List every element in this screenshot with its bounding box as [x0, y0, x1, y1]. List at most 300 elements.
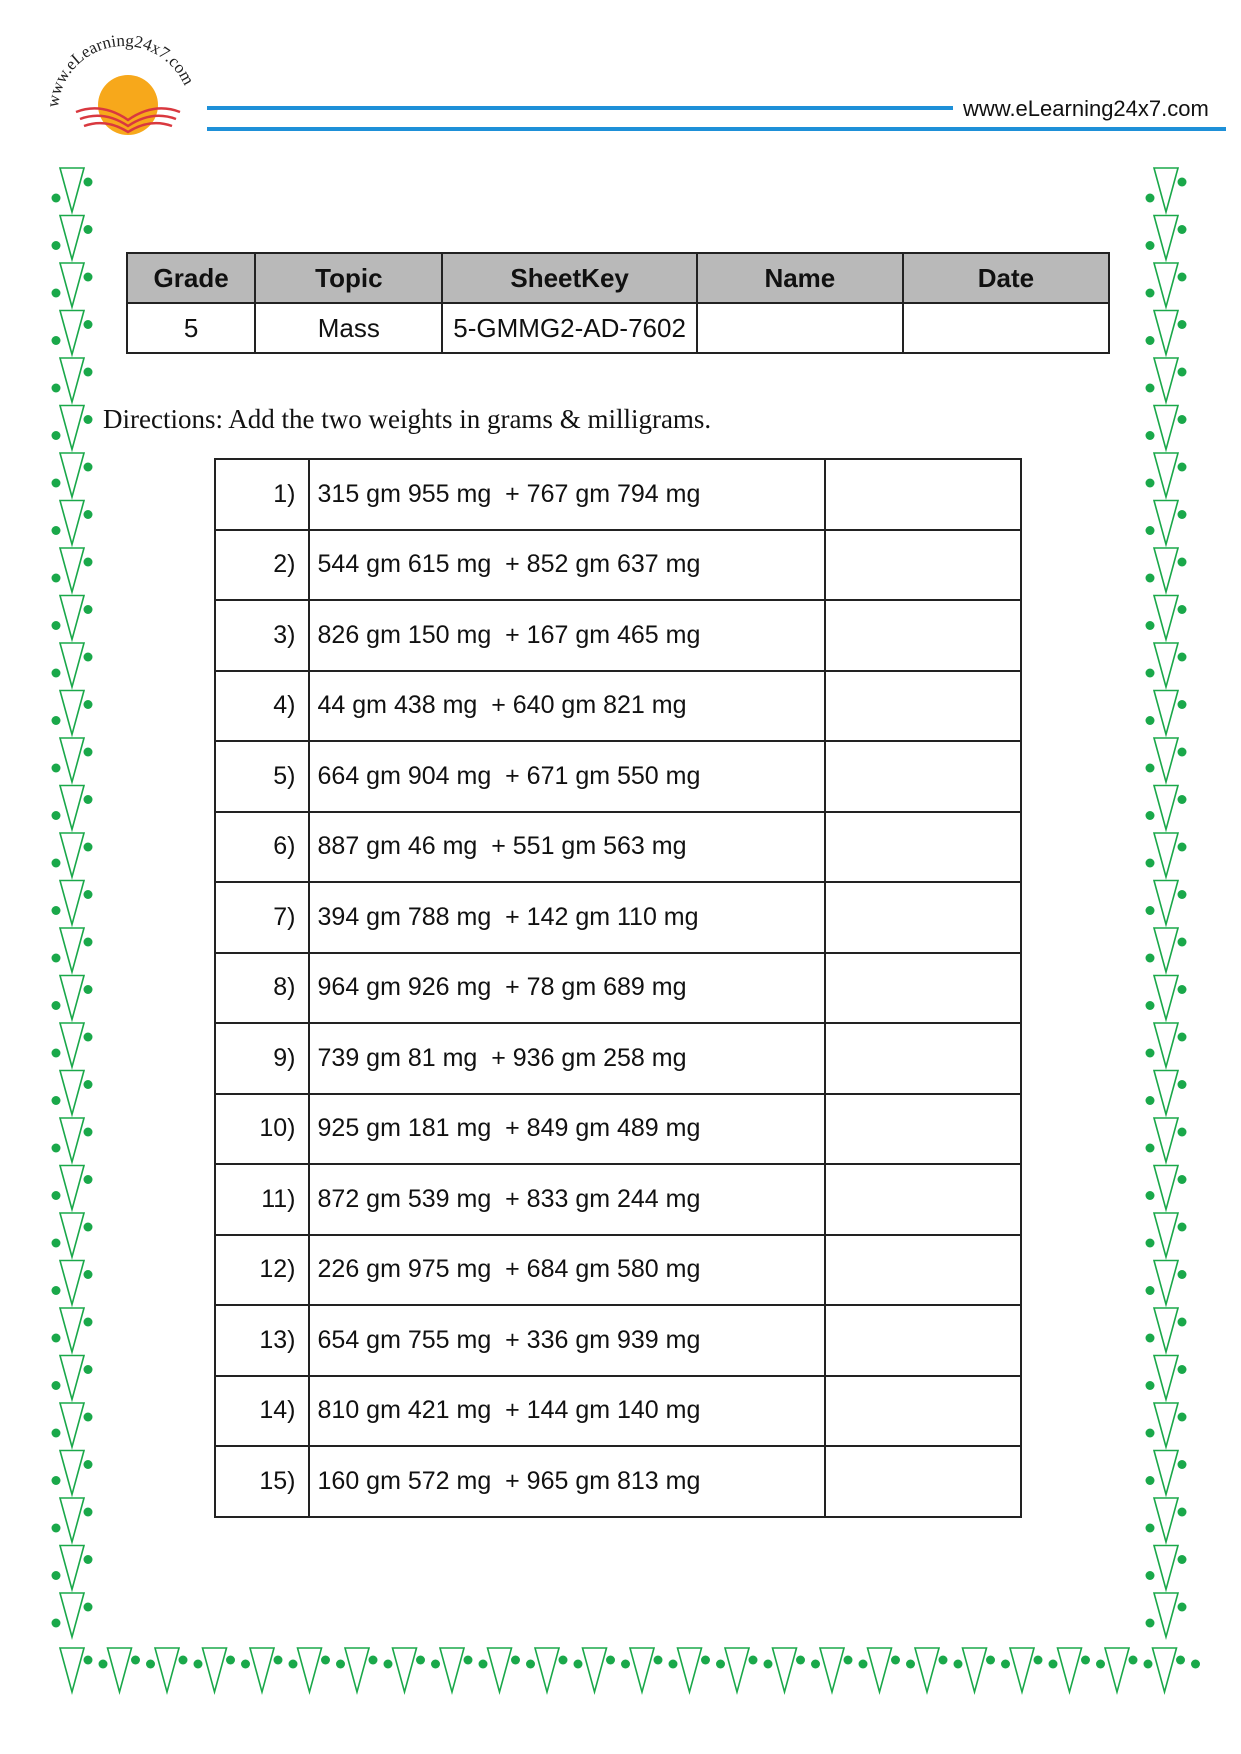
border-ornament [1146, 1619, 1155, 1628]
border-ornament [60, 501, 84, 545]
info-grade-value: 5 [127, 303, 255, 353]
problem-row [215, 1376, 1021, 1447]
border-ornament [654, 1656, 663, 1665]
border-ornament [60, 1071, 84, 1115]
border-ornament [1154, 168, 1178, 212]
answer-cell[interactable] [825, 671, 1021, 742]
border-ornament [1144, 1660, 1153, 1669]
site-url: www.eLearning24x7.com [963, 96, 1209, 121]
border-ornament [416, 1656, 425, 1665]
border-ornament [345, 1648, 369, 1692]
border-ornament [1154, 406, 1178, 450]
problem-number: 14) [215, 1376, 309, 1447]
border-ornament [868, 1648, 892, 1692]
problem-text: 394 gm 788 mg + 142 gm 110 mg [309, 882, 826, 953]
border-ornament [52, 1381, 61, 1390]
problem-text: 810 gm 421 mg + 144 gm 140 mg [309, 1376, 826, 1447]
border-ornament [986, 1656, 995, 1665]
border-ornament [52, 1049, 61, 1058]
border-ornament [1129, 1656, 1138, 1665]
border-ornament [1178, 1270, 1187, 1279]
problem-text: 544 gm 615 mg + 852 gm 637 mg [309, 530, 826, 601]
problem-number: 15) [215, 1446, 309, 1517]
border-ornament [1146, 384, 1155, 393]
border-ornament [60, 263, 84, 307]
border-ornament [52, 431, 61, 440]
border-ornament [52, 1096, 61, 1105]
border-ornament [1178, 1223, 1187, 1232]
problem-text: 826 gm 150 mg + 167 gm 465 mg [309, 600, 826, 671]
border-ornament [60, 928, 84, 972]
border-ornament [60, 548, 84, 592]
border-ornament [84, 748, 93, 757]
border-ornament [1154, 548, 1178, 592]
problem-text: 925 gm 181 mg + 849 gm 489 mg [309, 1094, 826, 1165]
border-ornament [52, 669, 61, 678]
border-ornament [52, 811, 61, 820]
border-ornament [1146, 1096, 1155, 1105]
border-ornament [1178, 1033, 1187, 1042]
border-ornament [1154, 1403, 1178, 1447]
border-ornament [669, 1660, 678, 1669]
border-ornament [1010, 1648, 1034, 1692]
problem-text: 887 gm 46 mg + 551 gm 563 mg [309, 812, 826, 883]
border-ornament [1178, 558, 1187, 567]
border-ornament [583, 1648, 607, 1692]
border-ornament [891, 1656, 900, 1665]
border-ornament [844, 1656, 853, 1665]
border-ornament [60, 1213, 84, 1257]
border-ornament [52, 621, 61, 630]
border-ornament [241, 1660, 250, 1669]
border-ornament [1154, 1498, 1178, 1542]
border-ornament [574, 1660, 583, 1669]
border-ornament [60, 406, 84, 450]
border-ornament [906, 1660, 915, 1669]
border-ornament [1178, 178, 1187, 187]
border-ornament [1146, 1524, 1155, 1533]
border-ornament [52, 1476, 61, 1485]
border-ornament [226, 1656, 235, 1665]
border-ornament [479, 1660, 488, 1669]
border-ornament [1146, 526, 1155, 535]
border-ornament [52, 1286, 61, 1295]
border-ornament [1154, 263, 1178, 307]
problem-number: 10) [215, 1094, 309, 1165]
border-ornament [52, 336, 61, 345]
border-ornament [52, 384, 61, 393]
border-ornament [52, 716, 61, 725]
problem-text: 964 gm 926 mg + 78 gm 689 mg [309, 953, 826, 1024]
border-ornament [1178, 938, 1187, 947]
border-ornament [52, 1239, 61, 1248]
border-ornament [606, 1656, 615, 1665]
border-ornament [84, 795, 93, 804]
border-ornament [60, 881, 84, 925]
border-ornament [60, 1166, 84, 1210]
answer-cell[interactable] [825, 1235, 1021, 1306]
border-ornament [1178, 1460, 1187, 1469]
border-ornament [60, 1118, 84, 1162]
border-ornament [52, 1524, 61, 1533]
border-ornament [52, 194, 61, 203]
border-ornament [84, 1555, 93, 1564]
border-ornament [1178, 795, 1187, 804]
border-ornament [336, 1660, 345, 1669]
border-ornament [1178, 748, 1187, 757]
problem-row [215, 882, 1021, 953]
border-ornament [60, 453, 84, 497]
border-ornament [1178, 700, 1187, 709]
problems-table [214, 458, 1022, 1518]
border-ornament [559, 1656, 568, 1665]
border-ornament [321, 1656, 330, 1665]
border-ornament [954, 1660, 963, 1669]
border-ornament [60, 738, 84, 782]
border-ornament [131, 1656, 140, 1665]
border-ornament [84, 890, 93, 899]
border-ornament [60, 1451, 84, 1495]
border-ornament [84, 1080, 93, 1089]
border-ornament [1178, 320, 1187, 329]
border-ornament [99, 1660, 108, 1669]
border-ornament [1154, 596, 1178, 640]
problem-number: 7) [215, 882, 309, 953]
border-ornament [1178, 605, 1187, 614]
border-ornament [1146, 431, 1155, 440]
border-ornament [431, 1660, 440, 1669]
border-ornament [820, 1648, 844, 1692]
info-header-topic: Topic [255, 253, 442, 303]
border-ornament [393, 1648, 417, 1692]
border-ornament [1146, 1571, 1155, 1580]
border-ornament [1154, 1451, 1178, 1495]
problem-number: 5) [215, 741, 309, 812]
border-ornament [52, 1334, 61, 1343]
border-ornament [84, 320, 93, 329]
border-ornament [1146, 906, 1155, 915]
border-ornament [1178, 1413, 1187, 1422]
border-ornament [1153, 1648, 1177, 1692]
border-ornament [60, 1023, 84, 1067]
border-ornament [52, 859, 61, 868]
problem-row [215, 1094, 1021, 1165]
border-ornament [60, 786, 84, 830]
border-ornament [1154, 311, 1178, 355]
border-ornament [773, 1648, 797, 1692]
border-ornament [1146, 289, 1155, 298]
border-ornament [84, 605, 93, 614]
border-ornament [1154, 1166, 1178, 1210]
border-ornament [1154, 358, 1178, 402]
answer-cell[interactable] [825, 1023, 1021, 1094]
answer-cell[interactable] [825, 1376, 1021, 1447]
answer-cell[interactable] [825, 530, 1021, 601]
border-ornament [1154, 501, 1178, 545]
info-header-sheetkey: SheetKey [442, 253, 696, 303]
border-ornament [1178, 1175, 1187, 1184]
directions-text: Directions: Add the two weights in grams & milligrams. [103, 404, 712, 434]
border-ornament [84, 653, 93, 662]
border-ornament [1154, 1356, 1178, 1400]
border-ornament [1178, 368, 1187, 377]
border-ornament [60, 1593, 84, 1637]
border-ornament [52, 526, 61, 535]
answer-cell[interactable] [825, 1446, 1021, 1517]
border-ornament [60, 833, 84, 877]
border-ornament [1146, 1191, 1155, 1200]
border-ornament [1146, 954, 1155, 963]
info-table [126, 252, 1110, 354]
border-ornament [1178, 1080, 1187, 1089]
border-ornament [1178, 1508, 1187, 1517]
border-ornament [1154, 1593, 1178, 1637]
border-ornament [1178, 653, 1187, 662]
problem-row [215, 530, 1021, 601]
info-header-grade: Grade [127, 253, 255, 303]
border-ornament [84, 368, 93, 377]
problem-text: 44 gm 438 mg + 640 gm 821 mg [309, 671, 826, 742]
border-ornament [1146, 1381, 1155, 1390]
border-ornament [1178, 273, 1187, 282]
border-ornament [52, 479, 61, 488]
problem-number: 13) [215, 1305, 309, 1376]
problem-text: 226 gm 975 mg + 684 gm 580 mg [309, 1235, 826, 1306]
border-ornament [526, 1660, 535, 1669]
border-ornament [52, 241, 61, 250]
border-ornament [52, 1001, 61, 1010]
problem-number: 6) [215, 812, 309, 883]
border-ornament [1049, 1660, 1058, 1669]
border-ornament [1154, 216, 1178, 260]
border-ornament [1146, 479, 1155, 488]
border-ornament [1146, 1286, 1155, 1295]
border-ornament [1154, 1023, 1178, 1067]
answer-cell[interactable] [825, 741, 1021, 812]
border-ornament [60, 1648, 84, 1692]
border-ornament [1146, 1476, 1155, 1485]
border-ornament [84, 1318, 93, 1327]
border-ornament [84, 178, 93, 187]
border-ornament [1178, 1128, 1187, 1137]
border-ornament [1154, 643, 1178, 687]
border-ornament [60, 311, 84, 355]
border-ornament [1154, 453, 1178, 497]
border-ornament [84, 415, 93, 424]
border-ornament [1154, 833, 1178, 877]
border-ornament [84, 463, 93, 472]
border-ornament [52, 1571, 61, 1580]
border-ornament [621, 1660, 630, 1669]
border-ornament [1154, 1118, 1178, 1162]
border-ornament [1178, 1365, 1187, 1374]
border-ornament [725, 1648, 749, 1692]
answer-cell[interactable] [825, 459, 1021, 530]
border-ornament [60, 1498, 84, 1542]
border-ornament [1178, 1318, 1187, 1327]
info-value-row [127, 303, 1109, 353]
border-ornament [84, 1508, 93, 1517]
border-ornament [52, 1619, 61, 1628]
border-ornament [535, 1648, 559, 1692]
problem-number: 8) [215, 953, 309, 1024]
border-ornament [1146, 764, 1155, 773]
border-ornament [146, 1660, 155, 1669]
problem-text: 160 gm 572 mg + 965 gm 813 mg [309, 1446, 826, 1517]
border-ornament [60, 1546, 84, 1590]
border-ornament [1146, 1144, 1155, 1153]
border-ornament [179, 1656, 188, 1665]
border-ornament [1154, 1546, 1178, 1590]
border-ornament [84, 938, 93, 947]
border-ornament [749, 1656, 758, 1665]
border-ornament [1146, 1001, 1155, 1010]
border-ornament [1178, 225, 1187, 234]
info-header-name: Name [697, 253, 903, 303]
logo-text: www.eLearning24x7.com [43, 30, 199, 109]
border-ornament [488, 1648, 512, 1692]
border-ornament [1146, 1429, 1155, 1438]
border-ornament [1081, 1656, 1090, 1665]
border-ornament [678, 1648, 702, 1692]
problem-number: 2) [215, 530, 309, 601]
answer-cell[interactable] [825, 1094, 1021, 1165]
border-ornament [369, 1656, 378, 1665]
border-ornament [1146, 1049, 1155, 1058]
border-ornament [384, 1660, 393, 1669]
border-ornament [1154, 1071, 1178, 1115]
problem-row [215, 600, 1021, 671]
border-ornament [1034, 1656, 1043, 1665]
border-ornament [84, 843, 93, 852]
border-ornament [84, 510, 93, 519]
problem-row [215, 741, 1021, 812]
border-ornament [84, 225, 93, 234]
border-ornament [630, 1648, 654, 1692]
border-ornament [1178, 1555, 1187, 1564]
border-ornament [701, 1656, 710, 1665]
answer-cell[interactable] [825, 1164, 1021, 1235]
border-ornament [1058, 1648, 1082, 1692]
problem-text: 739 gm 81 mg + 936 gm 258 mg [309, 1023, 826, 1094]
border-ornament [1176, 1656, 1185, 1665]
problem-text: 654 gm 755 mg + 336 gm 939 mg [309, 1305, 826, 1376]
border-ornament [963, 1648, 987, 1692]
border-ornament [1154, 1261, 1178, 1305]
border-ornament [289, 1660, 298, 1669]
problem-number: 12) [215, 1235, 309, 1306]
border-ornament [52, 289, 61, 298]
border-ornament [1178, 985, 1187, 994]
border-ornament [60, 168, 84, 212]
problem-number: 1) [215, 459, 309, 530]
border-ornament [298, 1648, 322, 1692]
problem-text: 315 gm 955 mg + 767 gm 794 mg [309, 459, 826, 530]
border-ornament [1154, 786, 1178, 830]
border-ornament [52, 1191, 61, 1200]
border-ornament [1154, 738, 1178, 782]
border-ornament [764, 1660, 773, 1669]
border-ornament [1096, 1660, 1105, 1669]
border-ornament [60, 691, 84, 735]
border-ornament [155, 1648, 179, 1692]
problem-row [215, 459, 1021, 530]
border-ornament [1146, 859, 1155, 868]
border-ornament [250, 1648, 274, 1692]
border-ornament [52, 906, 61, 915]
border-ornament [84, 1656, 93, 1665]
border-ornament [1154, 881, 1178, 925]
info-header-row [127, 253, 1109, 303]
border-ornament [1154, 976, 1178, 1020]
border-ornament [108, 1648, 132, 1692]
border-ornament [1191, 1660, 1200, 1669]
border-ornament [511, 1656, 520, 1665]
info-name-field[interactable] [697, 303, 903, 353]
answer-cell[interactable] [825, 812, 1021, 883]
border-ornament [60, 1308, 84, 1352]
border-ornament [1178, 890, 1187, 899]
problem-row [215, 1305, 1021, 1376]
border-ornament [915, 1648, 939, 1692]
border-ornament [52, 954, 61, 963]
border-ornament [84, 1033, 93, 1042]
border-ornament [811, 1660, 820, 1669]
border-ornament [203, 1648, 227, 1692]
border-ornament [84, 985, 93, 994]
border-ornament [52, 764, 61, 773]
border-ornament [464, 1656, 473, 1665]
problem-row [215, 812, 1021, 883]
info-header-date: Date [903, 253, 1109, 303]
border-ornament [796, 1656, 805, 1665]
border-ornament [84, 558, 93, 567]
border-ornament [60, 643, 84, 687]
info-date-field[interactable] [903, 303, 1109, 353]
border-ornament [52, 574, 61, 583]
border-ornament [60, 596, 84, 640]
problem-row [215, 1235, 1021, 1306]
answer-cell[interactable] [825, 1305, 1021, 1376]
border-ornament [1154, 1213, 1178, 1257]
problem-number: 3) [215, 600, 309, 671]
border-ornament [1146, 811, 1155, 820]
answer-cell[interactable] [825, 600, 1021, 671]
border-ornament [84, 1603, 93, 1612]
border-ornament [1178, 415, 1187, 424]
border-ornament [716, 1660, 725, 1669]
border-ornament [1146, 716, 1155, 725]
border-ornament [52, 1144, 61, 1153]
border-ornament [939, 1656, 948, 1665]
answer-cell[interactable] [825, 953, 1021, 1024]
border-ornament [1146, 574, 1155, 583]
problem-number: 9) [215, 1023, 309, 1094]
problem-row [215, 1446, 1021, 1517]
problem-row [215, 1164, 1021, 1235]
border-ornament [60, 1356, 84, 1400]
border-ornament [1146, 1239, 1155, 1248]
border-ornament [84, 1413, 93, 1422]
info-sheetkey-value: 5-GMMG2-AD-7602 [442, 303, 696, 353]
border-ornament [1146, 194, 1155, 203]
answer-cell[interactable] [825, 882, 1021, 953]
border-ornament [60, 358, 84, 402]
problem-row [215, 671, 1021, 742]
border-ornament [1154, 1308, 1178, 1352]
border-ornament [84, 1270, 93, 1279]
border-ornament [274, 1656, 283, 1665]
